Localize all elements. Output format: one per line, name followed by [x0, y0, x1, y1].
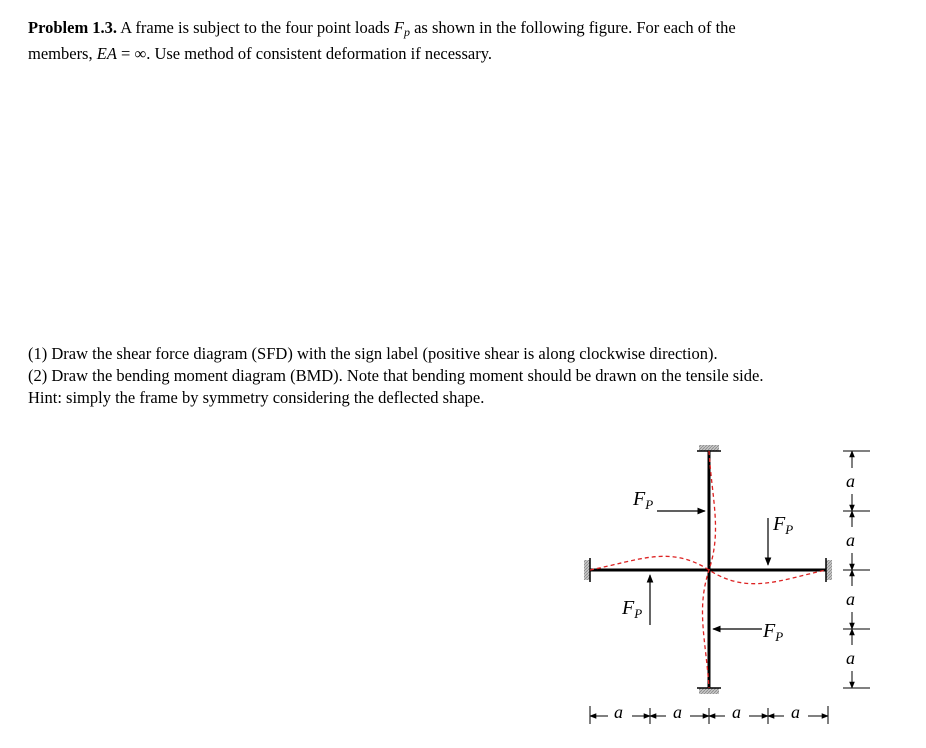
task-2: (2) Draw the bending moment diagram (BMD). Note that bending moment should be drawn on the tensile side. — [28, 366, 764, 385]
problem-text-3: members, — [28, 44, 97, 63]
problem-number: Problem 1.3. — [28, 18, 118, 37]
task-1: (1) Draw the shear force diagram (SFD) with the sign label (positive shear is along clockwise direction). — [28, 344, 718, 363]
ea-value: = ∞. Use method of consistent deformation if necessary. — [116, 44, 493, 63]
ea-symbol: EA — [96, 44, 117, 63]
dim-label-v2: a — [846, 530, 855, 550]
dim-label-v3: a — [846, 589, 855, 609]
problem-text-1: A frame is subject to the four point loads — [120, 18, 394, 37]
dim-label-h4: a — [791, 702, 800, 722]
load-label-upper-right: $F_P$ — [773, 513, 794, 537]
load-label-lower-left: $F_P$ — [622, 597, 643, 621]
hint: Hint: simply the frame by symmetry considering the deflected shape. — [28, 388, 485, 407]
support-right — [826, 560, 832, 580]
load-symbol: F — [393, 18, 404, 37]
problem-text-2: as shown in the following figure. For each of the — [409, 18, 736, 37]
dim-label-v1: a — [846, 471, 855, 491]
dim-label-v4: a — [846, 648, 855, 668]
dim-label-h2: a — [673, 702, 682, 722]
support-left — [584, 560, 590, 580]
dim-label-h3: a — [732, 702, 741, 722]
support-top — [699, 445, 719, 451]
load-label-lower-right: $F_P$ — [763, 620, 784, 644]
dim-label-h1: a — [614, 702, 623, 722]
load-label-upper-left: $F_P$ — [633, 488, 654, 512]
load-symbol-subscript: p — [403, 25, 410, 39]
support-bottom — [699, 688, 719, 694]
